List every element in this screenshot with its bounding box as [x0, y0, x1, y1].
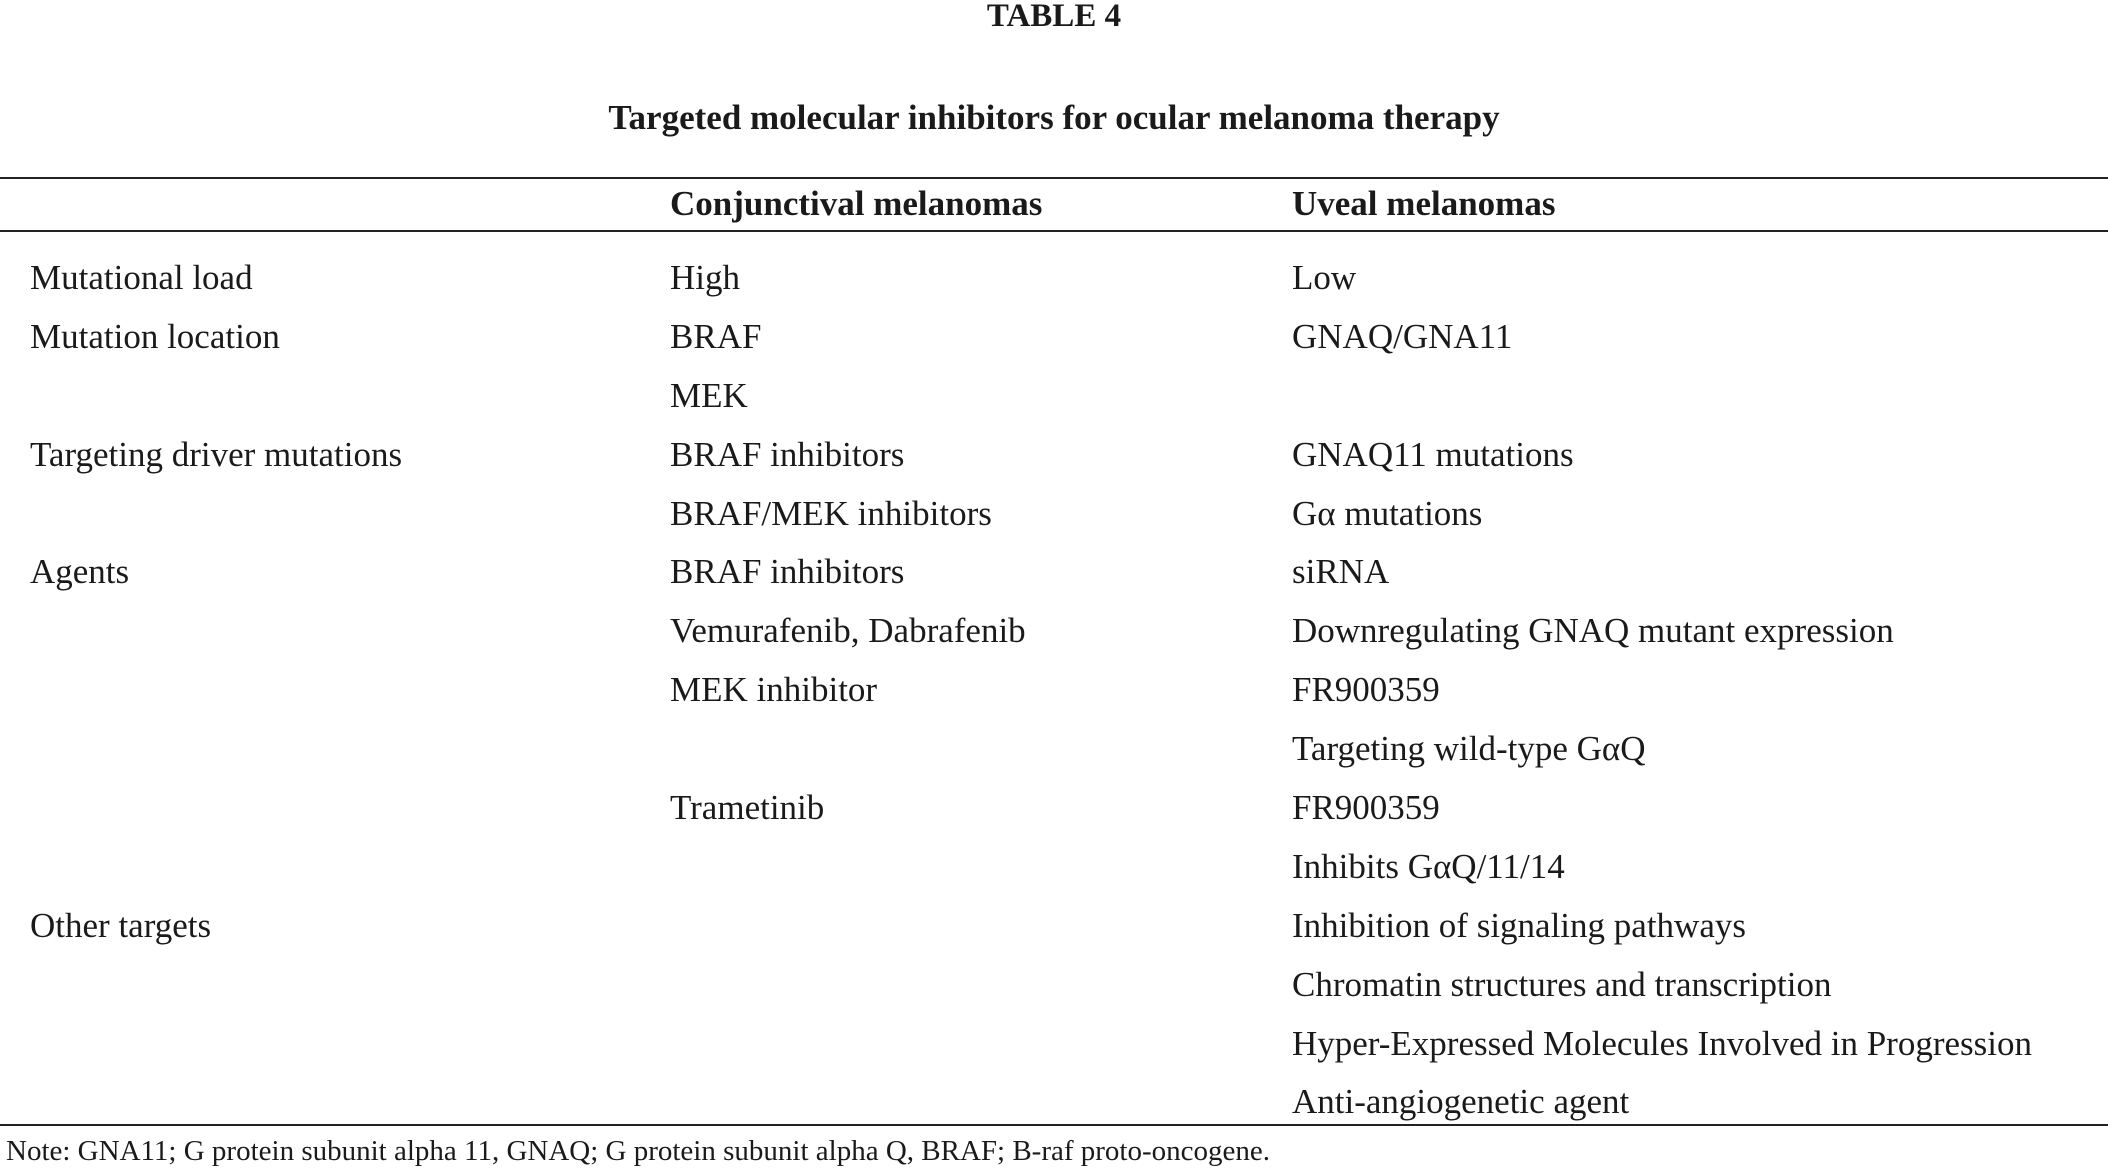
uveal-cell: GNAQ/GNA11	[1292, 316, 1513, 356]
conjunctival-cell: Vemurafenib, Dabrafenib	[670, 611, 1026, 651]
header-cell-conjunctival: Conjunctival melanomas	[670, 184, 1043, 223]
category-cell: Mutational load	[30, 258, 253, 297]
table-row	[0, 602, 2108, 661]
uveal-cell: FR900359	[1292, 670, 1440, 710]
table-row	[0, 956, 2108, 1015]
table-label: TABLE 4	[986, 0, 1122, 34]
uveal-cell: FR900359	[1292, 788, 1440, 828]
category-cell: Other targets	[30, 905, 212, 945]
table-row	[0, 485, 2108, 544]
table-row	[0, 779, 2108, 838]
conjunctival-cell: High	[670, 258, 740, 297]
uveal-cell: GNAQ11 mutations	[1292, 434, 1574, 474]
table-row	[0, 426, 2108, 485]
table-caption: Targeted molecular inhibitors for ocular melanoma therapy	[608, 98, 1500, 137]
conjunctival-cell: BRAF inhibitors	[670, 552, 905, 592]
category-cell: Agents	[30, 552, 130, 592]
table-row	[0, 838, 2108, 897]
table-note: Note: GNA11; G protein subunit alpha 11, GNAQ; G protein subunit alpha Q, BRAF; B-raf proto-oncogene.	[6, 1135, 1270, 1167]
bottom-rule	[0, 1124, 2108, 1126]
top-rule	[0, 177, 2108, 179]
table-row	[0, 897, 2108, 956]
category-cell: Mutation location	[30, 316, 280, 356]
table-body	[0, 249, 2108, 1132]
table-header-row	[0, 180, 2108, 228]
conjunctival-cell: Trametinib	[670, 788, 825, 828]
uveal-cell: Targeting wild-type GαQ	[1292, 729, 1646, 769]
uveal-cell: Downregulating GNAQ mutant expression	[1292, 611, 1894, 651]
conjunctival-cell: MEK inhibitor	[670, 670, 878, 710]
uveal-cell: Gα mutations	[1292, 493, 1483, 533]
conjunctival-cell: BRAF inhibitors	[670, 434, 905, 474]
table-row	[0, 249, 2108, 308]
table-row	[0, 661, 2108, 720]
table-row	[0, 1015, 2108, 1074]
table-row	[0, 367, 2108, 426]
uveal-cell: Low	[1292, 258, 1357, 297]
uveal-cell: Inhibits GαQ/11/14	[1292, 846, 1565, 886]
table-row	[0, 543, 2108, 602]
table-row	[0, 720, 2108, 779]
conjunctival-cell: MEK	[670, 375, 748, 415]
uveal-cell: Anti-angiogenetic agent	[1292, 1082, 1630, 1122]
uveal-cell: siRNA	[1292, 552, 1390, 592]
uveal-cell: Chromatin structures and transcription	[1292, 964, 1832, 1004]
conjunctival-cell: BRAF/MEK inhibitors	[670, 493, 992, 533]
header-cell-uveal: Uveal melanomas	[1292, 184, 1556, 223]
uveal-cell: Hyper-Expressed Molecules Involved in Progression	[1292, 1023, 2032, 1063]
table-row	[0, 308, 2108, 367]
uveal-cell: Inhibition of signaling pathways	[1292, 905, 1746, 945]
category-cell: Targeting driver mutations	[30, 434, 403, 474]
conjunctival-cell: BRAF	[670, 316, 762, 356]
header-rule	[0, 230, 2108, 232]
